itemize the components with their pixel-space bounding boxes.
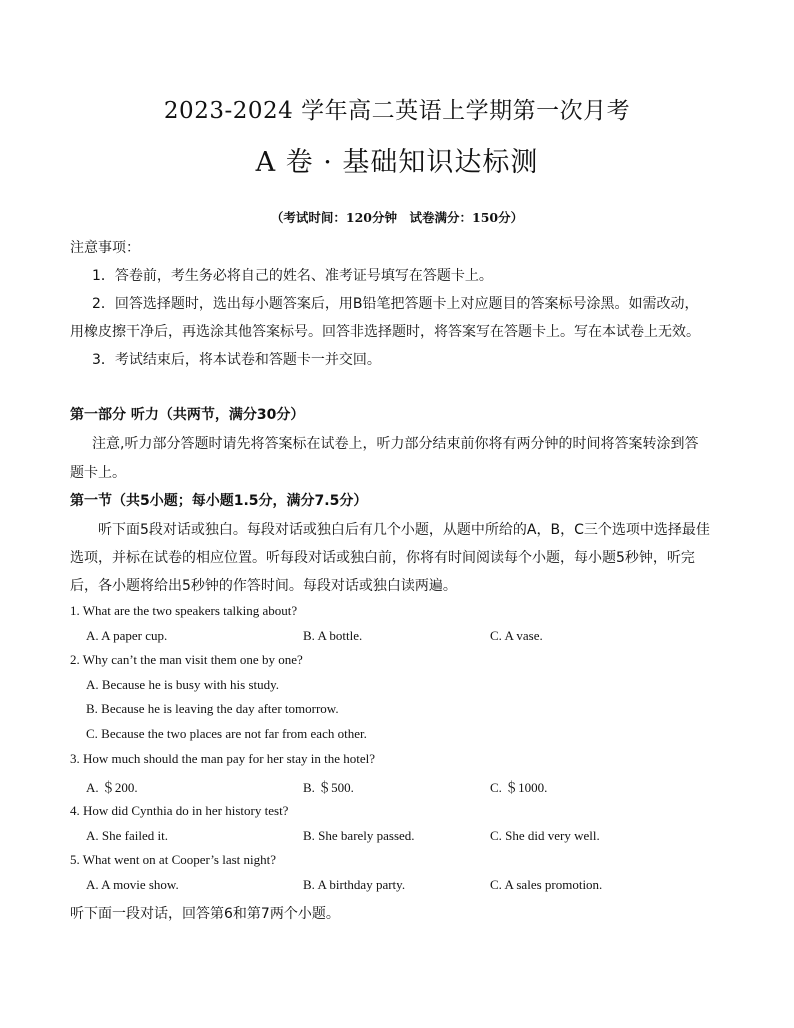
section1-line-1: 听下面5段对话或独白。每段对话或独白后有几个小题，从题中所给的A，B，C三个选项中选择最佳 [98,522,710,538]
question-2-option-b: B. Because he is leaving the day after tomorrow. [86,701,339,716]
question-1-option-a: A. A paper cup. [86,628,168,643]
exam-title: 2023-2024 学年高二英语上学期第一次月考 [163,98,631,124]
section1-line-2: 选项，并标在试卷的相应位置。听每段对话或独白前，你将有时间阅读每个小题，每小题5秒钟，听完 [70,550,695,566]
question-5-stem: 5. What went on at Cooper’s last night? [70,852,277,867]
question-2-stem: 2. Why can’t the man visit them one by one? [70,652,303,667]
exam-subtitle: A 卷 · 基础知识达标测 [255,147,539,178]
question-2-option-c: C. Because the two places are not far from each other. [86,726,367,741]
question-3-option-c: C. ＄1000. [490,780,548,795]
question-4-option-a: A. She failed it. [86,828,168,843]
footer-instruction: 听下面一段对话，回答第6和第7两个小题。 [70,906,340,922]
question-2-option-a: A. Because he is busy with his study. [86,677,280,692]
section1-line-3: 后，各小题将给出5秒钟的作答时间。每段对话或独白读两遍。 [70,578,457,594]
question-5-option-a: A. A movie show. [86,877,179,892]
question-1-option-b: B. A bottle. [303,628,363,643]
question-3-option-a: A. ＄200. [86,780,138,795]
notice-item-1: 1．答卷前，考生务必将自己的姓名、准考证号填写在答题卡上。 [92,268,493,284]
part1-heading: 第一部分 听力（共两节，满分30分） [70,407,305,423]
question-1-stem: 1. What are the two speakers talking about? [70,603,298,618]
question-4-stem: 4. How did Cynthia do in her history test? [70,803,289,818]
notice-item-2-line-2: 用橡皮擦干净后，再选涂其他答案标号。回答非选择题时，将答案写在答题卡上。写在本试卷上无效。 [70,324,700,340]
exam-info: （考试时间：120分钟 试卷满分：150分） [270,210,524,225]
part1-note-line-2: 题卡上。 [70,465,126,481]
notice-item-3: 3．考试结束后，将本试卷和答题卡一并交回。 [92,352,381,368]
notice-heading: 注意事项： [70,240,140,256]
part1-note-line-1: 注意,听力部分答题时请先将答案标在试卷上，听力部分结束前你将有两分钟的时间将答案转涂到答 [92,436,699,452]
question-1-option-c: C. A vase. [490,628,543,643]
notice-item-2-line-1: 2．回答选择题时，选出每小题答案后，用B铅笔把答题卡上对应题目的答案标号涂黑。如需改动， [92,296,699,312]
section1-heading: 第一节（共5小题；每小题1.5分，满分7.5分） [70,493,368,509]
question-5-option-b: B. A birthday party. [303,877,406,892]
question-5-option-c: C. A sales promotion. [490,877,603,892]
question-4-option-c: C. She did very well. [490,828,600,843]
question-4-option-b: B. She barely passed. [303,828,415,843]
question-3-stem: 3. How much should the man pay for her stay in the hotel? [70,751,376,766]
question-3-option-b: B. ＄500. [303,780,354,795]
